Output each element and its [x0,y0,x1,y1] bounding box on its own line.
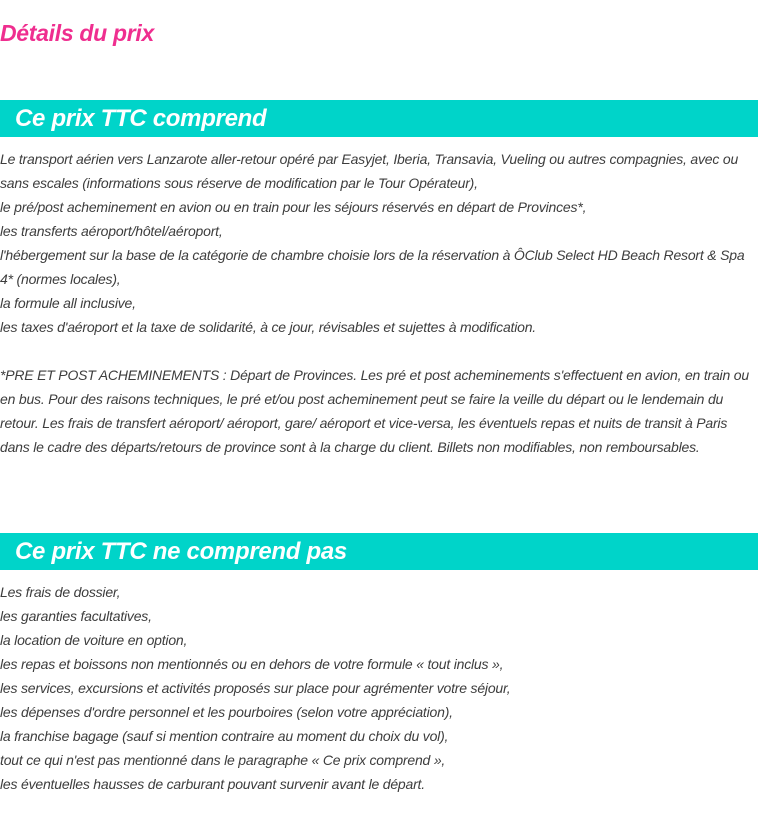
includes-item: les transferts aéroport/hôtel/aéroport, [0,223,223,239]
excludes-heading: Ce prix TTC ne comprend pas [15,538,347,565]
excludes-item: les repas et boissons non mentionnés ou en dehors de votre formule « tout inclus », [0,656,504,672]
page-title: Détails du prix [0,20,154,46]
includes-item: le pré/post acheminement en avion ou en train pour les séjours réservés en départ de Provinces*, [0,199,587,215]
includes-item: l'hébergement sur la base de la catégorie de chambre choisie lors de la réservation à ÔClub Select HD Beach Resort & Spa 4* (normes locales), [0,247,745,287]
includes-footnote-block [0,363,758,459]
excludes-item: la franchise bagage (sauf si mention contraire au moment du choix du vol), [0,728,449,744]
includes-list [0,147,758,339]
excludes-item: les garanties facultatives, [0,608,152,624]
excludes-banner [0,533,758,570]
excludes-item: la location de voiture en option, [0,632,188,648]
includes-banner [0,100,758,137]
excludes-item: les dépenses d'ordre personnel et les pourboires (selon votre appréciation), [0,704,453,720]
includes-item: les taxes d'aéroport et la taxe de solidarité, à ce jour, révisables et sujettes à modification. [0,319,536,335]
excludes-item: les services, excursions et activités proposés sur place pour agrémenter votre séjour, [0,680,511,696]
includes-item: Le transport aérien vers Lanzarote aller-retour opéré par Easyjet, Iberia, Transavia, Vueling ou autres compagnies, avec ou sans escales (informations sous réserve de modification par le Tour Opérateur), [0,151,739,191]
excludes-item: Les frais de dossier, [0,584,121,600]
includes-footnote: *PRE ET POST ACHEMINEMENTS : Départ de Provinces. Les pré et post acheminements s'effectuent en avion, en train ou en bus. Pour des raisons techniques, le pré et/ou post acheminement peut se faire la veille du départ ou le lendemain du retour. Les frais de transfert aéroport/ aéroport, gare/ aéroport et vice-versa, les éventuels repas et nuits de transit à Paris dans le cadre des départs/retours de province sont à la charge du client. Billets non modifiables, non remboursables. [0,367,749,455]
excludes-item: les éventuelles hausses de carburant pouvant survenir avant le départ. [0,776,425,792]
excludes-list [0,580,758,796]
includes-item: la formule all inclusive, [0,295,136,311]
excludes-item: tout ce qui n'est pas mentionné dans le paragraphe « Ce prix comprend », [0,752,446,768]
includes-heading: Ce prix TTC comprend [15,105,267,132]
